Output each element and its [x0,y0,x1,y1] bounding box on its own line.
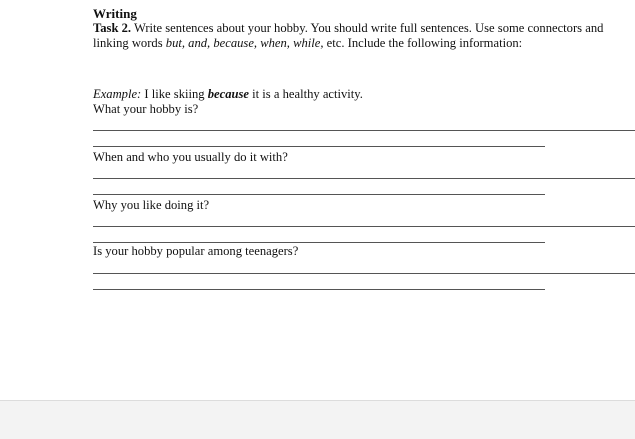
question-1: What your hobby is? [93,102,199,116]
question-2: When and who you usually do it with? [93,150,288,164]
answer-line-3b[interactable] [93,242,545,243]
example-text-after: it is a healthy activity. [249,87,363,101]
answer-line-4a[interactable] [93,273,635,274]
answer-line-2b[interactable] [93,194,545,195]
answer-line-1a[interactable] [93,130,635,131]
answer-line-1b[interactable] [93,146,545,147]
answer-line-3a[interactable] [93,226,635,227]
task-instructions [93,21,613,51]
task-text-after: etc. Include the following information: [323,36,523,50]
example-text-before: I like skiing [141,87,208,101]
example-label: Example: [93,87,142,101]
task-connectors: but, and, because, when, while, [165,36,324,50]
question-4: Is your hobby popular among teenagers? [93,244,299,258]
bottom-bar [0,400,635,439]
task-text-before: Write sentences about your hobby. You should write full sentences. Use some connectors and linking words [93,21,604,50]
example-sentence [93,87,613,102]
answer-line-4b[interactable] [93,289,545,290]
task-label: Task 2. [93,21,132,35]
section-heading: Writing [93,6,137,21]
example-emphasis: because [207,87,250,101]
answer-line-2a[interactable] [93,178,635,179]
question-3: Why you like doing it? [93,198,210,212]
